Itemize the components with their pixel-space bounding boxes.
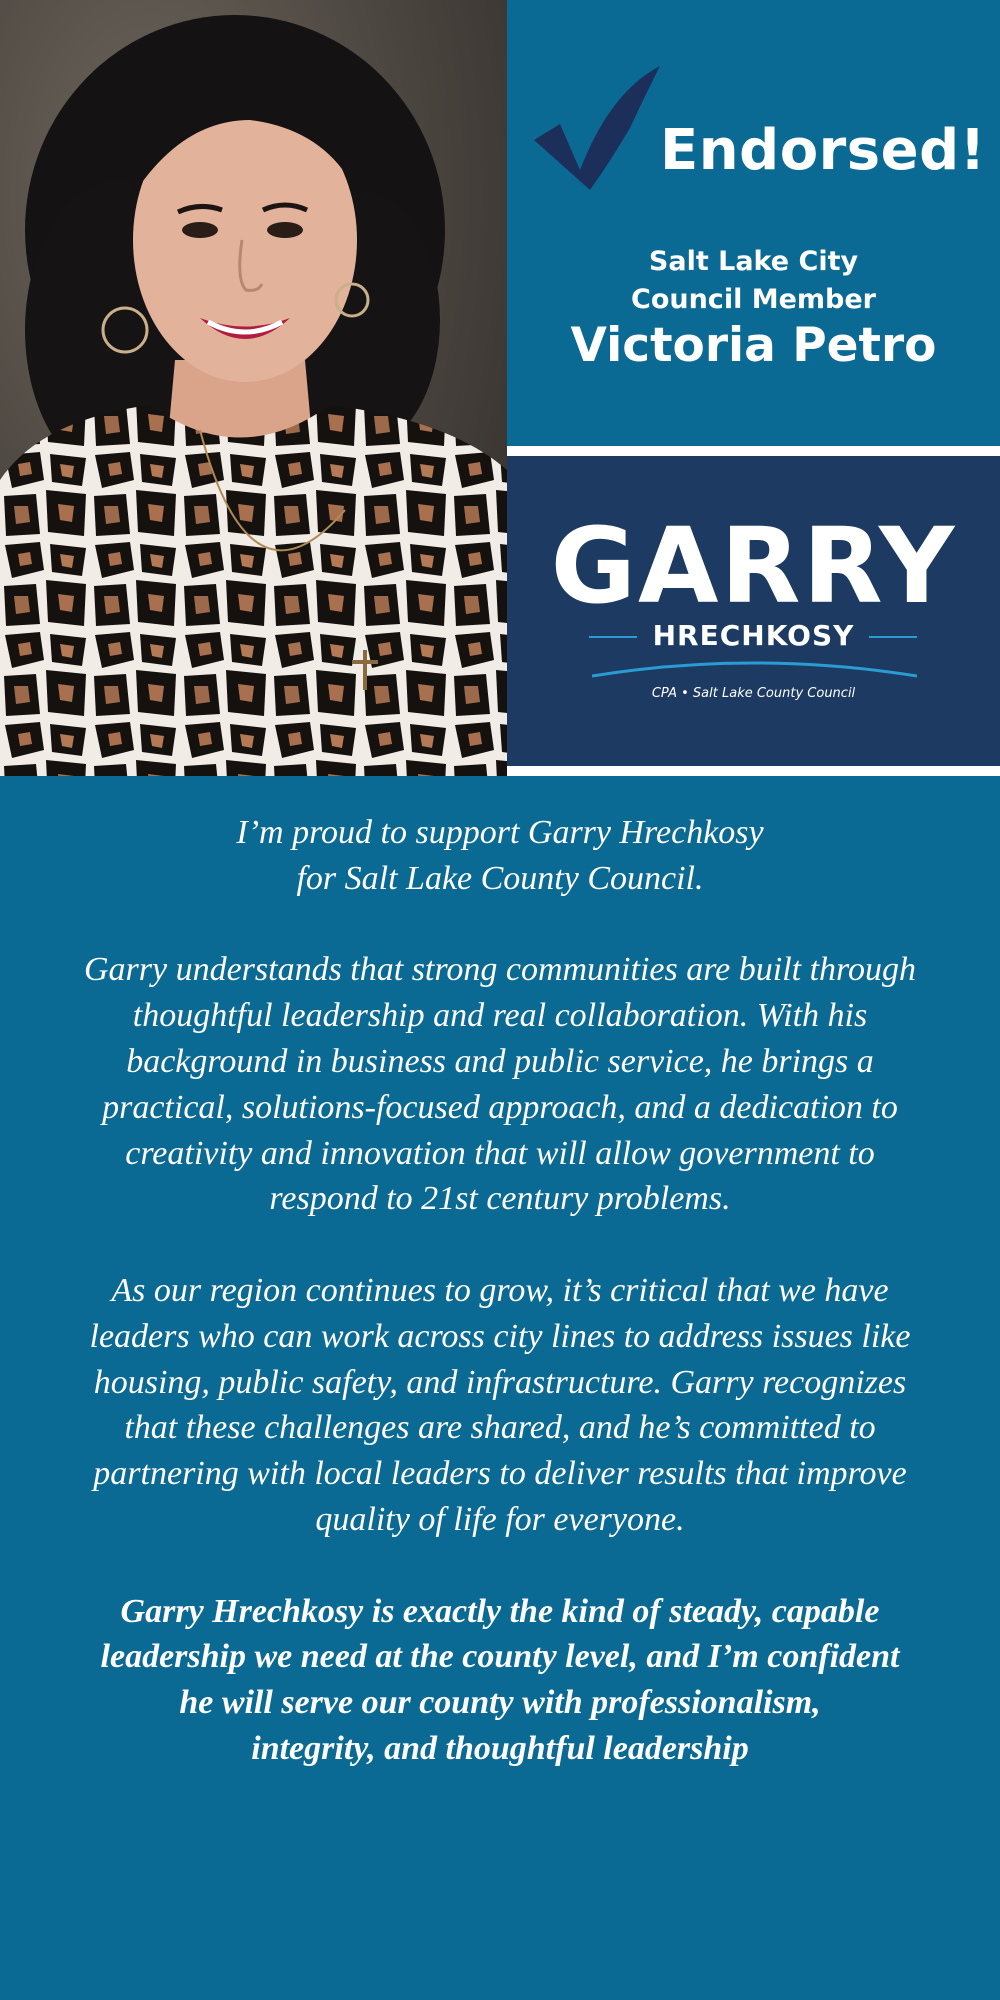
- statement-line: I’m proud to support Garry Hrechkosy: [236, 814, 764, 851]
- logo-first-name: GARRY: [550, 505, 957, 627]
- swoosh-icon: [592, 656, 917, 678]
- candidate-logo: [507, 456, 1000, 766]
- endorser-name: Victoria Petro: [570, 318, 937, 373]
- endorser-role: [507, 243, 1000, 319]
- endorsement-panel: [507, 0, 1000, 446]
- statement-line: for Salt Lake County Council.: [296, 859, 704, 897]
- statement-line: he will serve our county with professionalism,: [179, 1684, 821, 1722]
- checkmark-icon: [532, 62, 667, 192]
- statement-line: that these challenges are shared, and he’s committed to: [124, 1409, 876, 1447]
- statement-line: Garry Hrechkosy is exactly the kind of steady, capable: [120, 1592, 880, 1630]
- statement-paragraph-2: [20, 947, 980, 1222]
- statement-line: As our region continues to grow, it’s critical that we have: [111, 1271, 889, 1309]
- statement-line: Garry understands that strong communities are built through: [83, 951, 917, 989]
- statement-line: practical, solutions-focused approach, and a dedication to: [102, 1088, 898, 1126]
- endorsed-headline: Endorsed!: [660, 118, 986, 183]
- statement-line: leadership we need at the county level, and I’m confident: [100, 1638, 900, 1676]
- divider: [507, 766, 1000, 776]
- statement-line: housing, public safety, and infrastructure. Garry recognizes: [93, 1363, 907, 1401]
- statement-paragraph-3: [20, 1268, 980, 1543]
- statement-line: leaders who can work across city lines to address issues like: [89, 1317, 911, 1355]
- statement-line: integrity, and thoughtful leadership: [251, 1729, 749, 1767]
- statement-paragraph-1: [20, 810, 980, 902]
- logo-last-name-row: [507, 619, 1000, 653]
- statement-line: thoughtful leadership and real collaboration. With his: [132, 997, 868, 1035]
- logo-tagline: CPA • Salt Lake County Council: [651, 686, 856, 701]
- endorsement-statement: [20, 810, 980, 1772]
- logo-accent-line: [869, 636, 917, 638]
- divider: [507, 446, 1000, 456]
- statement-line: partnering with local leaders to deliver results that improve: [93, 1455, 907, 1493]
- endorser-role-line1: Salt Lake City: [648, 246, 859, 277]
- statement-line: quality of life for everyone.: [315, 1500, 685, 1538]
- logo-last-name: HRECHKOSY: [652, 619, 855, 652]
- statement-line: creativity and innovation that will allow government to: [125, 1134, 875, 1172]
- endorser-photo: [0, 0, 507, 776]
- statement-paragraph-4: [20, 1589, 980, 1772]
- statement-line: respond to 21st century problems.: [269, 1180, 731, 1218]
- statement-line: background in business and public service, he brings a: [126, 1042, 874, 1080]
- endorser-role-line2: Council Member: [631, 284, 876, 315]
